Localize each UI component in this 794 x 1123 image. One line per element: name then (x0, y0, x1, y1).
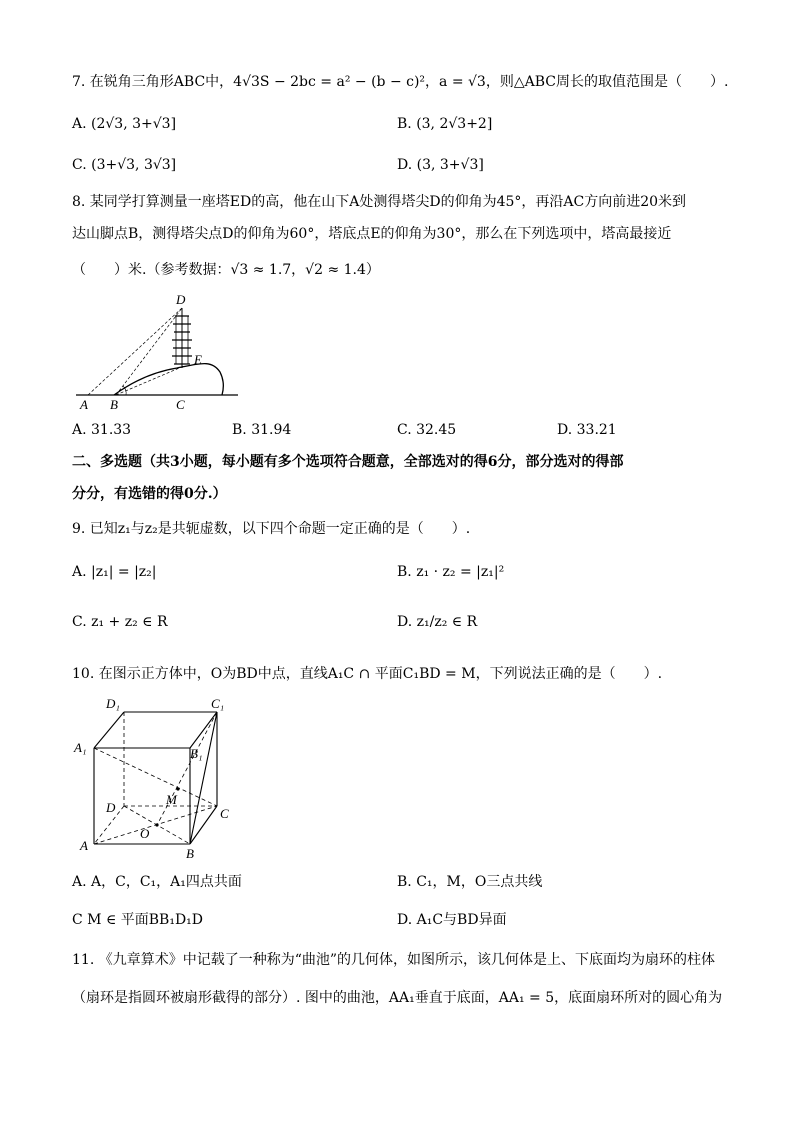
label-c: C (220, 806, 229, 821)
q9-option-a: A. |z₁| = |z₂| (72, 564, 157, 580)
q8-option-d: D. 33.21 (557, 422, 617, 438)
label-m: M (166, 792, 177, 807)
q8-tower-figure (72, 290, 242, 412)
hill-outline (114, 364, 223, 395)
sight-line-b-d (116, 308, 182, 395)
label-a1: A₁ (74, 740, 87, 755)
q10-cube-figure (72, 694, 242, 860)
q10-option-d: D. A₁C与BD异面 (397, 912, 507, 928)
q8-stem-line3: （ ）米.（参考数据：√3 ≈ 1.7，√2 ≈ 1.4） (72, 262, 380, 278)
q7-option-b: B. (3, 2√3+2] (397, 116, 493, 132)
q10-option-c: C M ∈ 平面BB₁D₁D (72, 912, 204, 928)
q7-option-d: D. (3, 3+√3] (397, 157, 484, 173)
section2-heading-line2: 分分，有选错的得0分.） (72, 486, 227, 502)
q7-option-a: A. (2√3, 3+√3] (72, 116, 177, 132)
q8-stem-line1: 8. 某同学打算测量一座塔ED的高，他在山下A处测得塔尖D的仰角为45°，再沿AC方向前进20米到 (72, 194, 687, 210)
q8-stem-line2: 达山脚点B，测得塔尖点D的仰角为60°，塔底点E的仰角为30°，那么在下列选项中，塔高最接近 (72, 226, 672, 242)
section2-heading-line1: 二、多选题（共3小题，每小题有多个选项符合题意，全部选对的得6分，部分选对的得部 (72, 454, 624, 470)
label-c: C (176, 397, 185, 412)
point-o (155, 823, 158, 826)
label-d: D (176, 292, 186, 307)
q10-stem: 10. 在图示正方体中，O为BD中点，直线A₁C ∩ 平面C₁BD = M，下列说法正确的是（ ）. (72, 666, 663, 682)
q9-option-c: C. z₁ + z₂ ∈ R (72, 614, 168, 630)
q9-option-b: B. z₁ · z₂ = |z₁|² (397, 564, 505, 580)
q8-option-a: A. 31.33 (72, 422, 132, 438)
label-o: O (140, 826, 150, 841)
label-b: B (186, 846, 194, 860)
label-d: D (106, 800, 116, 815)
label-b1: B₁ (190, 746, 203, 761)
q11-stem-line2: （扇环是指圆环被扇形截得的部分）. 图中的曲池，AA₁垂直于底面，AA₁ = 5，底面扇环所对的圆心角为 (72, 990, 723, 1006)
label-b: B (110, 397, 118, 412)
label-c1: C₁ (211, 696, 225, 711)
q8-option-c: C. 32.45 (397, 422, 457, 438)
q10-option-b: B. C₁，M，O三点共线 (397, 874, 543, 890)
label-a: A (80, 397, 88, 412)
q9-stem: 9. 已知z₁与z₂是共轭虚数，以下四个命题一定正确的是（ ）. (72, 521, 471, 537)
q8-option-b: B. 31.94 (232, 422, 292, 438)
q9-option-d: D. z₁/z₂ ∈ R (397, 614, 478, 630)
label-a: A (80, 838, 88, 853)
sight-line-b-e (116, 366, 184, 395)
label-d1: D₁ (106, 696, 120, 711)
q7-option-c: C. (3+√3, 3√3] (72, 157, 177, 173)
point-m (176, 787, 179, 790)
q11-stem-line1: 11. 《九章算术》中记载了一种称为“曲池”的几何体，如图所示，该几何体是上、下底面均为扇环的柱体 (72, 952, 716, 968)
q7-stem: 7. 在锐角三角形ABC中，4√3S − 2bc = a² − (b − c)²，a = √3，则△ABC周长的取值范围是（ ）. (72, 74, 729, 90)
q10-option-a: A. A，C，C₁，A₁四点共面 (72, 874, 242, 890)
label-e: E (194, 352, 202, 367)
